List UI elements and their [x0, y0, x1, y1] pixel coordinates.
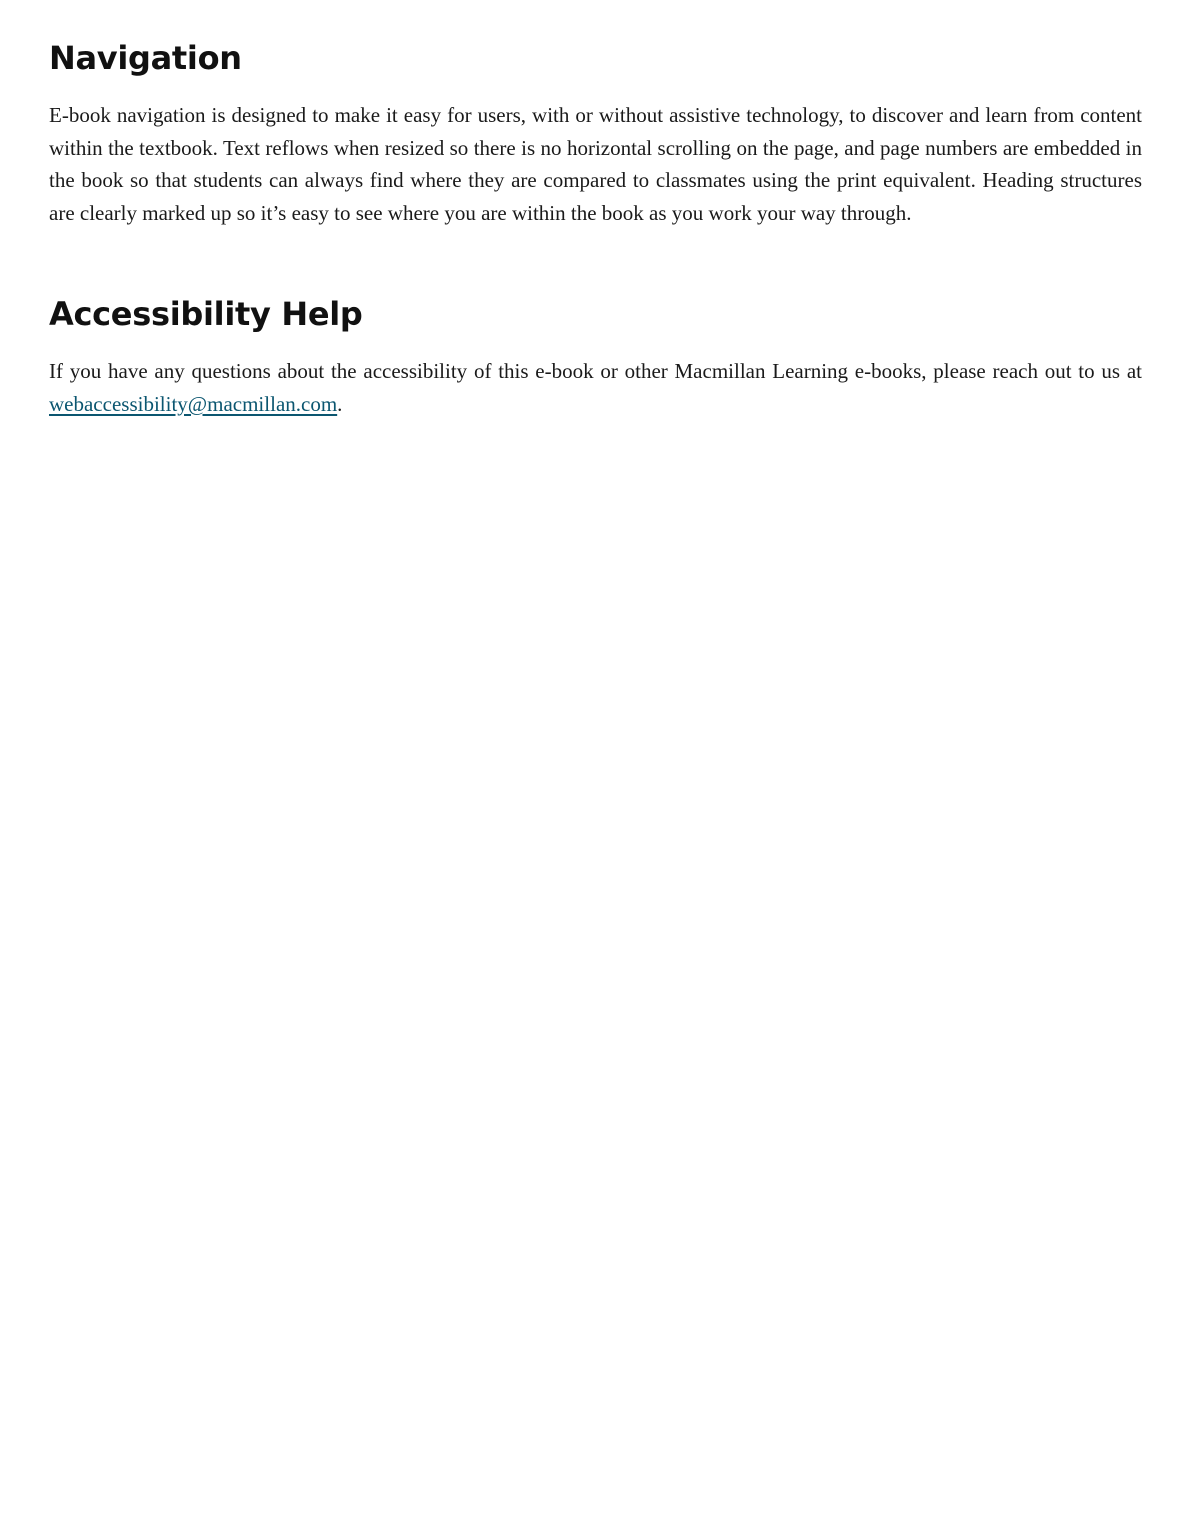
navigation-heading: Navigation	[49, 39, 242, 77]
trailing-period: .	[337, 391, 343, 416]
accessibility-help-heading: Accessibility Help	[49, 295, 363, 333]
accessibility-help-text: If you have any questions about the accessibility of this e-book or other Macmillan Learning e-books, please reach out to us at	[49, 359, 1142, 383]
navigation-paragraph: E-book navigation is designed to make it easy for users, with or without assistive technology, to discover and learn from content within the textbook. Text reflows when resized so there is no horizontal scrolling on the page, and page numbers are embedded in the book so that students can always find where they are compared to classmates using the print equivalent. Heading structures are clearly marked up so it’s easy to see where you are within the book as you work your way through.	[49, 103, 1142, 226]
accessibility-help-paragraph	[49, 355, 1142, 420]
email-link[interactable]: webaccessibility@macmillan.com	[49, 391, 338, 416]
